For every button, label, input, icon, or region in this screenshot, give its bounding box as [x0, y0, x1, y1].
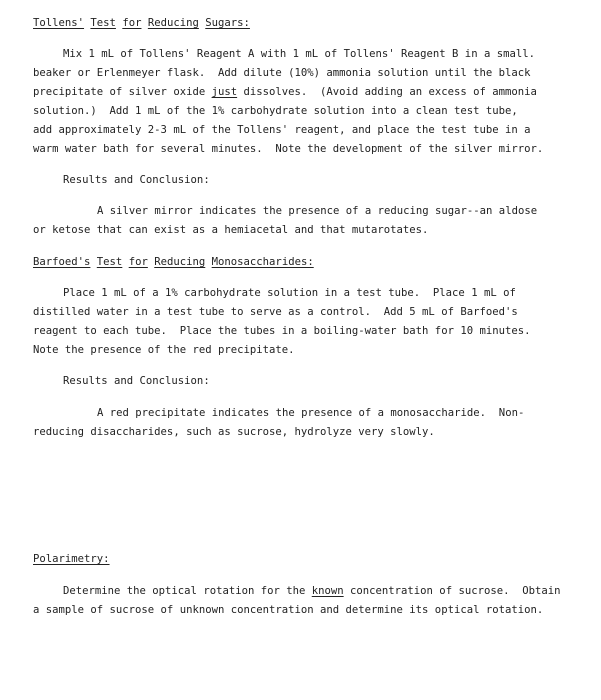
barfoed-results-line-2: reducing disaccharides, such as sucrose, hydrolyze very slowly.	[33, 426, 435, 438]
polarimetry-heading: Polarimetry:	[33, 553, 110, 565]
barfoed-heading: Barfoed's Test for Reducing Monosaccharides:	[33, 256, 314, 268]
barfoed-procedure-line-2: distilled water in a test tube to serve as a control. Add 5 mL of Barfoed's	[33, 306, 518, 318]
barfoed-results-line-1: A red precipitate indicates the presence of a monosaccharide. Non-	[97, 407, 525, 419]
tollens-procedure-line-1: Mix 1 mL of Tollens' Reagent A with 1 mL of Tollens' Reagent B in a small.	[63, 48, 535, 60]
tollens-results-label: Results and Conclusion:	[63, 174, 210, 186]
barfoed-procedure-line-4: Note the presence of the red precipitate.	[33, 344, 295, 356]
tollens-results-line-2: or ketose that can exist as a hemiacetal and that mutarotates.	[33, 224, 429, 236]
emphasis-known: known	[311, 585, 344, 597]
tollens-procedure-line-6: warm water bath for several minutes. Note the development of the silver mirror.	[33, 143, 544, 155]
emphasis-just: just	[211, 86, 238, 98]
tollens-heading: Tollens' Test for Reducing Sugars:	[33, 17, 250, 29]
tollens-procedure-line-3: precipitate of silver oxide just dissolves. (Avoid adding an excess of ammonia	[33, 86, 537, 98]
tollens-procedure-line-4: solution.) Add 1 mL of the 1% carbohydrate solution into a clean test tube,	[33, 105, 518, 117]
tollens-results-line-1: A silver mirror indicates the presence of a reducing sugar--an aldose	[97, 205, 538, 217]
tollens-procedure-line-2: beaker or Erlenmeyer flask. Add dilute (10%) ammonia solution until the black	[33, 67, 531, 79]
tollens-procedure-line-5: add approximately 2-3 mL of the Tollens' reagent, and place the test tube in a	[33, 124, 531, 136]
barfoed-results-label: Results and Conclusion:	[63, 375, 210, 387]
polarimetry-line-2: a sample of sucrose of unknown concentration and determine its optical rotation.	[33, 604, 544, 616]
barfoed-procedure-line-1: Place 1 mL of a 1% carbohydrate solution in a test tube. Place 1 mL of	[63, 287, 516, 299]
polarimetry-line-1: Determine the optical rotation for the known concentration of sucrose. Obtain	[63, 585, 561, 597]
barfoed-procedure-line-3: reagent to each tube. Place the tubes in a boiling-water bath for 10 minutes.	[33, 325, 531, 337]
